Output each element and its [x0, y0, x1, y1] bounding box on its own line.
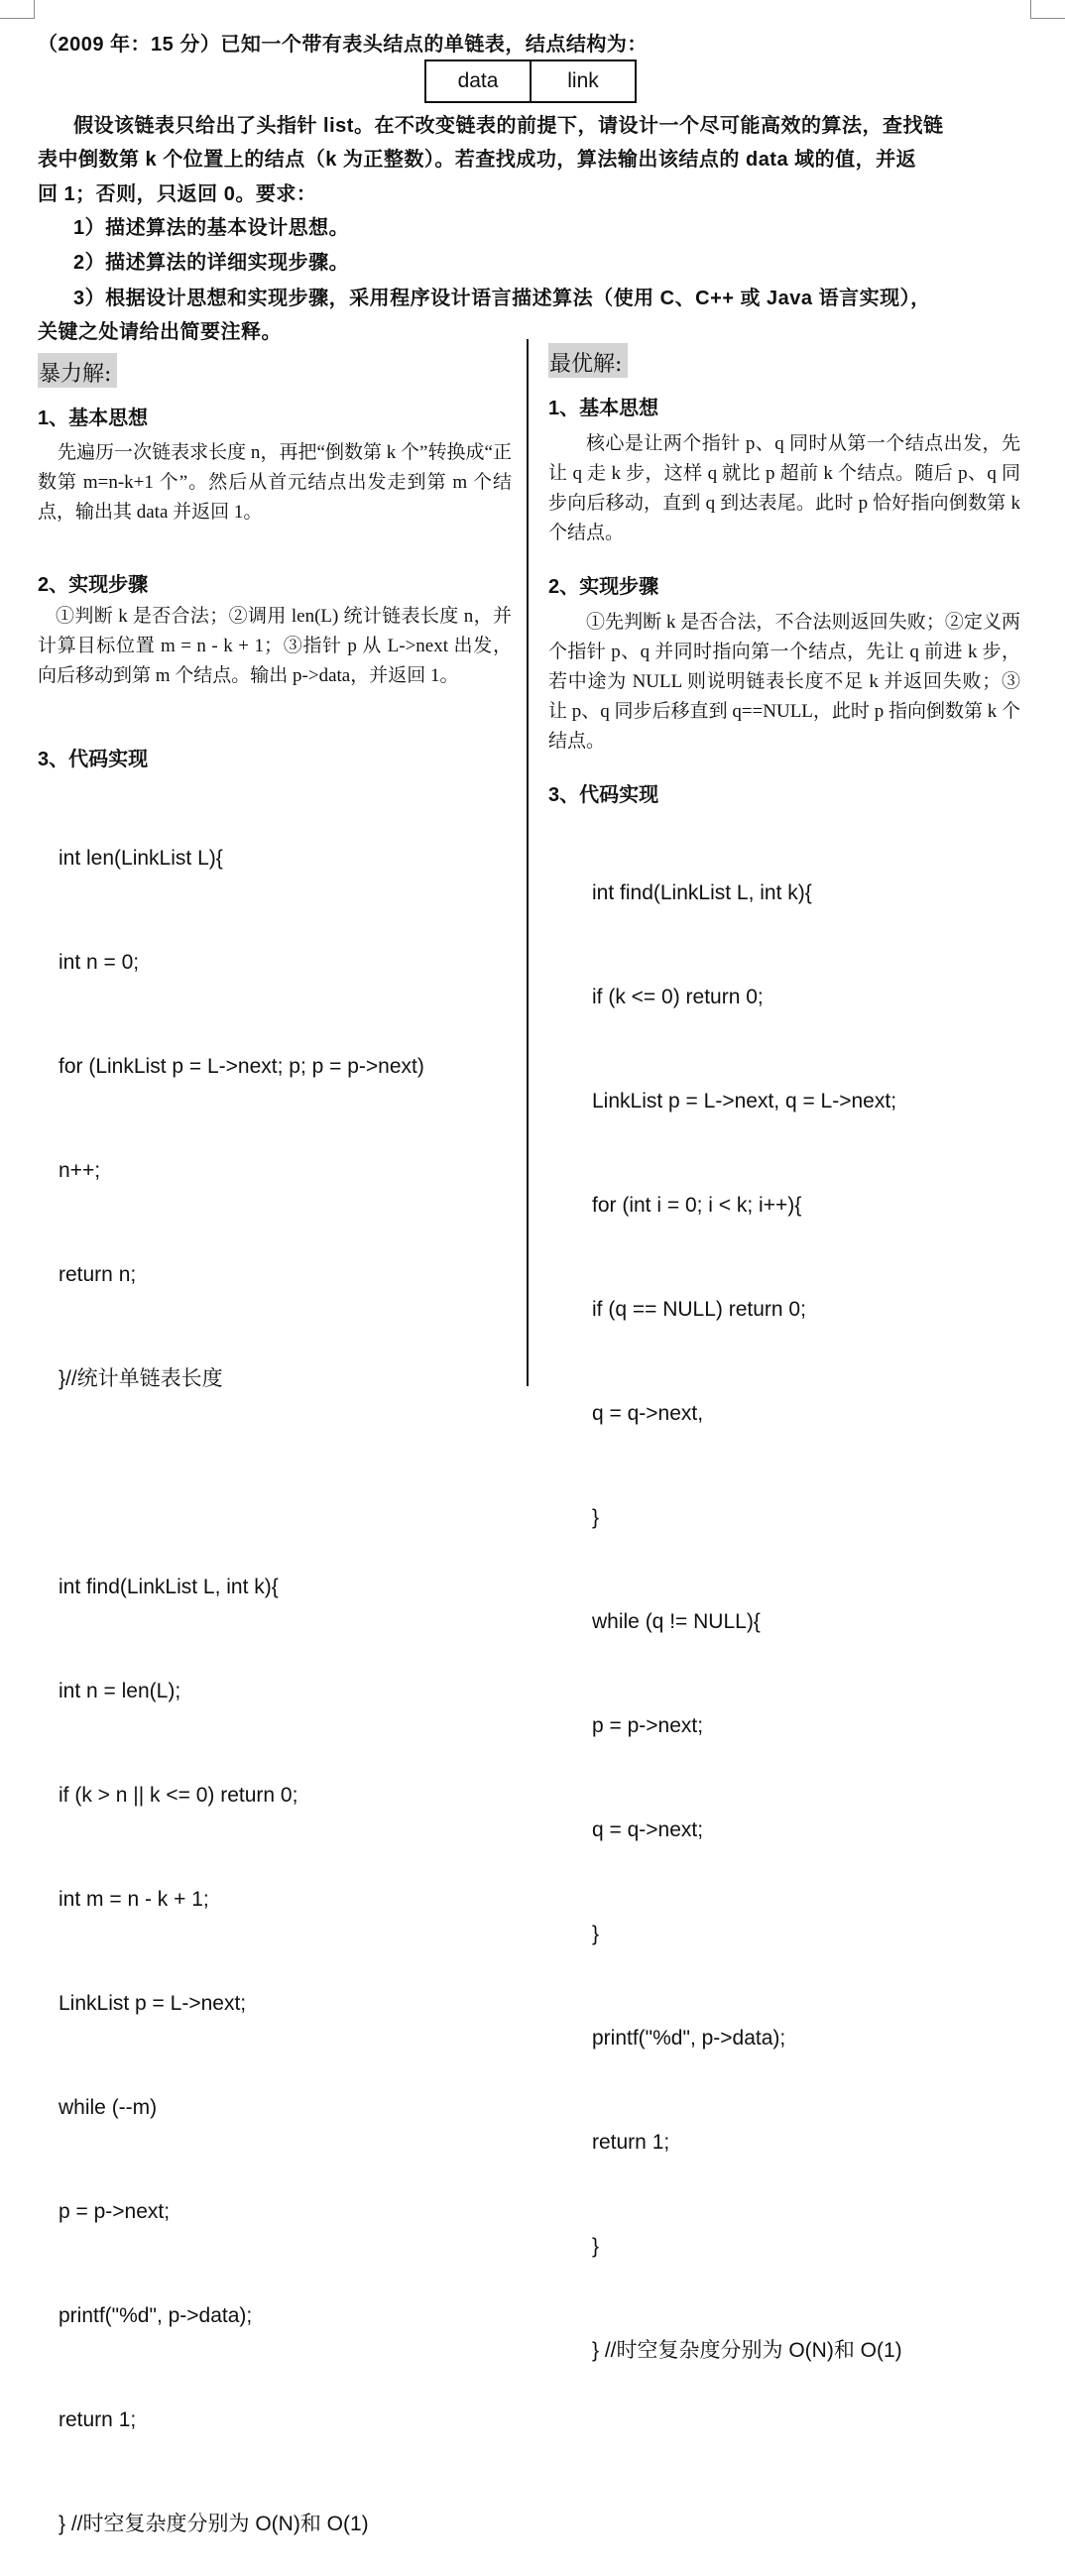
code-line: }//统计单链表长度: [59, 1367, 223, 1390]
right-heading-steps: 2、实现步骤: [548, 576, 659, 598]
crop-mark-top-right: [1030, 0, 1065, 19]
code-line: LinkList p = L->next;: [59, 1992, 247, 2015]
question-line-1: 假设该链表只给出了头指针 list。在不改变链表的前提下，请设计一个尽可能高效的算法，查找链: [73, 115, 944, 137]
code-line: q = q->next;: [592, 1818, 704, 1841]
code-line: if (k <= 0) return 0;: [592, 986, 764, 1008]
code-line: p = p->next;: [59, 2200, 171, 2223]
column-divider: [527, 339, 529, 1386]
field-link-cell: link: [531, 60, 636, 102]
code-line: for (LinkList p = L->next; p; p = p->next): [59, 1055, 424, 1078]
right-heading-code: 3、代码实现: [548, 784, 659, 806]
code-line: for (int i = 0; i < k; i++){: [592, 1194, 802, 1217]
code-line: printf("%d", p->data);: [59, 2304, 253, 2327]
code-line: while (q != NULL){: [592, 1610, 761, 1633]
code-line: int find(LinkList L, int k){: [59, 1576, 279, 1598]
left-code-block: [59, 771, 424, 2576]
code-line: n++;: [59, 1159, 101, 1182]
left-steps-text: ①判断 k 是否合法；②调用 len(L) 统计链表长度 n，并计算目标位置 m = n - k + 1；③指针 p 从 L->next 出发，向后移动到第 m 个结点。输出 p->data，并返回 1。: [38, 606, 512, 686]
requirement-2: 2）描述算法的详细实现步骤。: [73, 252, 350, 274]
question-line-3: 回 1；否则，只返回 0。要求：: [38, 183, 317, 205]
code-line: }: [592, 2235, 600, 2258]
right-idea-text: 核心是让两个指针 p、q 同时从第一个结点出发，先让 q 走 k 步，这样 q 就比 p 超前 k 个结点。随后 p、q 同步向后移动，直到 q 到达表尾。此时 p 恰好指向倒数第 k 个结点。: [548, 433, 1020, 543]
left-heading-steps: 2、实现步骤: [38, 574, 149, 596]
right-steps-text: ①先判断 k 是否合法，不合法则返回失败；②定义两个指针 p、q 并同时指向第一个结点，先让 q 前进 k 步，若中途为 NULL 则说明链表长度不足 k 并返回失败；③让 p、q 同步后移直到 q==NULL，此时 p 指向倒数第 k 个结点。: [548, 612, 1020, 752]
code-line: [59, 1465, 424, 1500]
left-heading-code: 3、代码实现: [38, 749, 149, 770]
code-line: p = p->next;: [592, 1714, 704, 1737]
right-code-block: [592, 806, 902, 2402]
code-line: } //时空复杂度分别为 O(N)和 O(1): [592, 2339, 902, 2362]
crop-mark-top-left: [0, 0, 35, 19]
code-line: int n = len(L);: [59, 1680, 181, 1702]
field-data-cell: data: [425, 60, 531, 102]
code-line: return n;: [59, 1263, 137, 1286]
code-line: } //时空复杂度分别为 O(N)和 O(1): [59, 2513, 369, 2535]
question-line-2: 表中倒数第 k 个位置上的结点（k 为正整数）。若查找成功，算法输出该结点的 data 域的值，并返: [38, 149, 917, 171]
code-line: LinkList p = L->next, q = L->next;: [592, 1090, 897, 1112]
code-line: int n = 0;: [59, 951, 140, 974]
left-idea-text: 先遍历一次链表求长度 n，再把“倒数第 k 个”转换成“正数第 m=n-k+1 个”。然后从首元结点出发走到第 m 个结点，输出其 data 并返回 1。: [38, 442, 512, 523]
requirement-3: 3）根据设计思想和实现步骤，采用程序设计语言描述算法（使用 C、C++ 或 Java 语言实现），: [73, 288, 931, 309]
code-line: if (q == NULL) return 0;: [592, 1298, 806, 1321]
question-title: （2009 年：15 分）已知一个带有表头结点的单链表，结点结构为：: [38, 34, 648, 56]
code-line: printf("%d", p->data);: [592, 2027, 786, 2049]
code-line: int find(LinkList L, int k){: [592, 881, 812, 904]
code-line: q = q->next,: [592, 1402, 704, 1425]
code-line: }: [592, 1923, 600, 1945]
node-structure-table: [424, 59, 637, 103]
optimal-tag: 最优解:: [548, 343, 628, 378]
left-heading-idea: 1、基本思想: [38, 408, 149, 429]
requirement-1: 1）描述算法的基本设计思想。: [73, 217, 350, 239]
code-line: if (k > n || k <= 0) return 0;: [59, 1784, 298, 1807]
code-line: while (--m): [59, 2096, 158, 2119]
right-heading-idea: 1、基本思想: [548, 398, 659, 419]
brute-force-tag: 暴力解:: [38, 353, 117, 388]
code-line: }: [592, 1506, 600, 1529]
code-line: return 1;: [592, 2131, 670, 2154]
code-line: int m = n - k + 1;: [59, 1888, 209, 1911]
requirement-tail: 关键之处请给出简要注释。: [38, 321, 282, 343]
code-line: return 1;: [59, 2408, 137, 2431]
code-line: int len(LinkList L){: [59, 847, 223, 870]
